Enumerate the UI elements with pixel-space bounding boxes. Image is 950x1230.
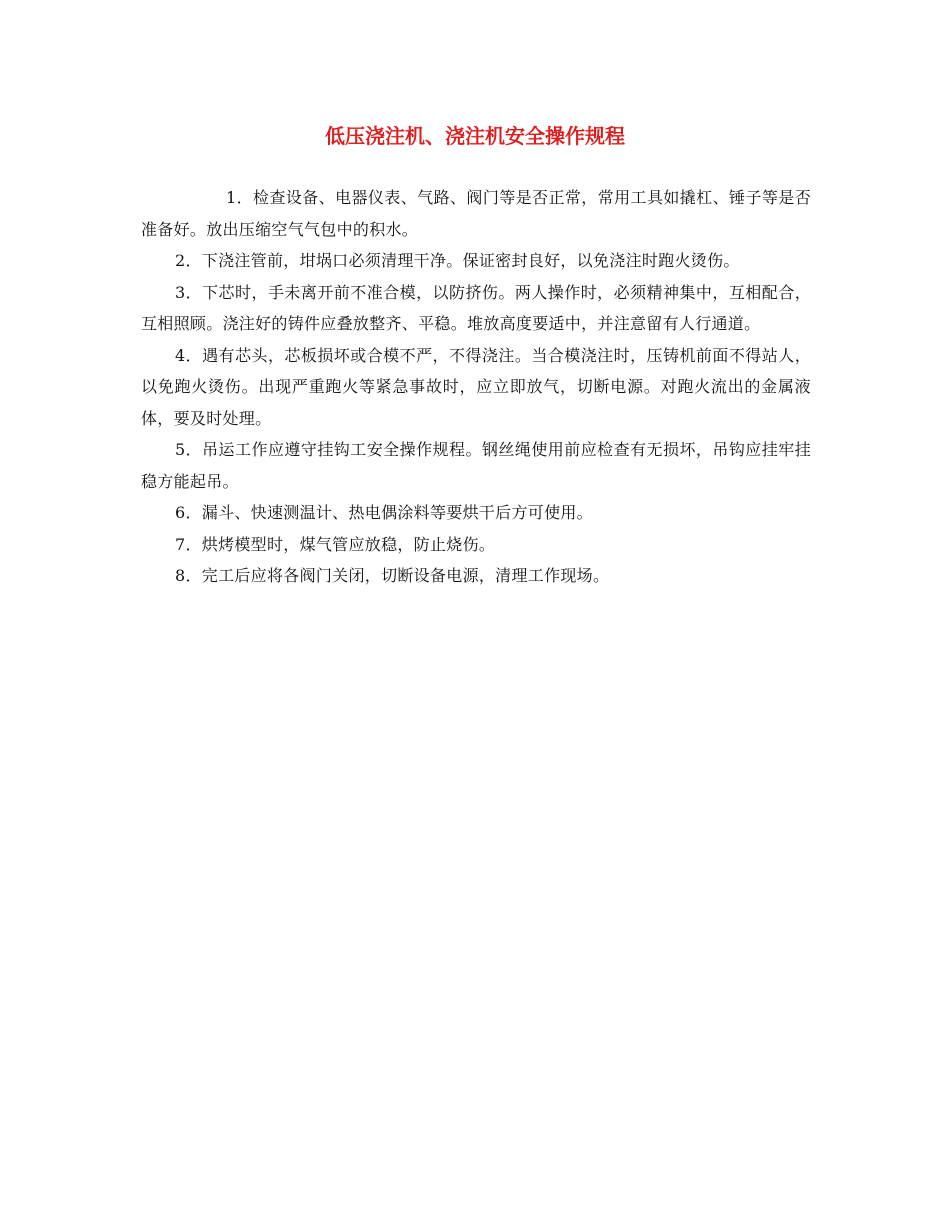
rule-paragraph-5: 5．吊运工作应遵守挂钩工安全操作规程。钢丝绳使用前应检查有无损坏，吊钩应挂牢挂稳方能起吊。	[141, 440, 811, 491]
document-body	[141, 182, 811, 592]
document-title: 低压浇注机、浇注机安全操作规程	[325, 124, 625, 148]
rule-paragraph-4: 4．遇有芯头，芯板损坏或合模不严，不得浇注。当合模浇注时，压铸机前面不得站人，以免跑火烫伤。出现严重跑火等紧急事故时，应立即放气，切断电源。对跑火流出的金属液体，要及时处理。	[141, 345, 811, 428]
rule-paragraph-2: 2．下浇注管前，坩埚口必须清理干净。保证密封良好，以免浇注时跑火烫伤。	[175, 251, 740, 270]
rule-paragraph-6: 6．漏斗、快速测温计、热电偶涂料等要烘干后方可使用。	[175, 503, 593, 522]
rule-paragraph-8: 8．完工后应将各阀门关闭，切断设备电源，清理工作现场。	[175, 566, 610, 585]
rule-paragraph-3: 3．下芯时，手未离开前不准合模，以防挤伤。两人操作时，必须精神集中，互相配合，互相照顾。浇注好的铸件应叠放整齐、平稳。堆放高度要适中，并注意留有人行通道。	[141, 282, 811, 333]
rule-paragraph-7: 7．烘烤模型时，煤气管应放稳，防止烧伤。	[175, 534, 496, 554]
rule-paragraph-1: 1．检查设备、电器仪表、气路、阀门等是否正常，常用工具如撬杠、锤子等是否准备好。放出压缩空气气包中的积水。	[141, 188, 811, 239]
